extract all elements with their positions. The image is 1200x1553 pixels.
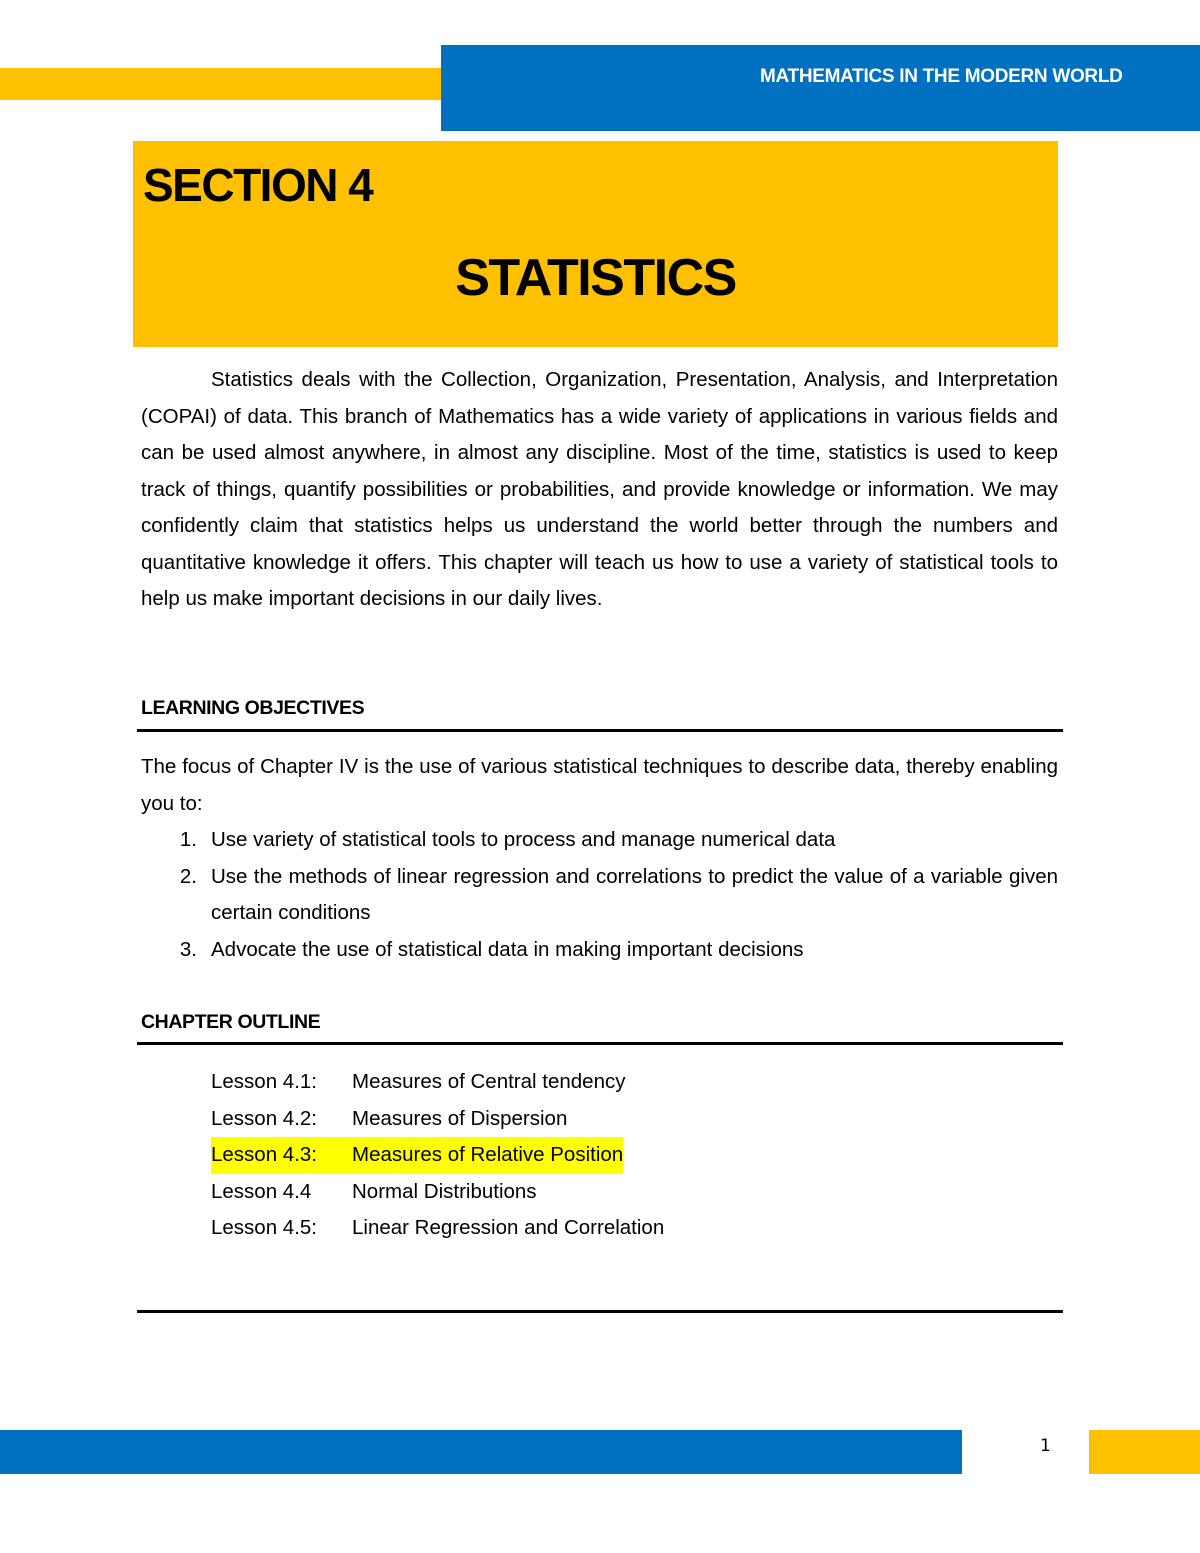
list-item — [141, 932, 1058, 969]
section-title: STATISTICS — [455, 249, 736, 307]
lesson-number: Lesson 4.2: — [211, 1106, 317, 1130]
footer-blue-bar — [0, 1430, 962, 1474]
chapter-outline-heading: CHAPTER OUTLINE — [141, 1011, 321, 1033]
section-number: SECTION 4 — [143, 159, 373, 211]
outline-bottom-rule — [137, 1310, 1063, 1313]
outline-item — [211, 1064, 664, 1101]
list-item-number: 2. — [179, 864, 197, 888]
learning-objectives-lead: The focus of Chapter IV is the use of various statistical techniques to describe data, thereby enabling you to: — [141, 755, 1058, 815]
header-title: MATHEMATICS IN THE MODERN WORLD — [760, 66, 1123, 87]
outline-item — [211, 1210, 664, 1247]
list-item-text: Use variety of statistical tools to process and manage numerical data — [211, 828, 836, 851]
list-item-text: Advocate the use of statistical data in making important decisions — [211, 937, 804, 961]
lesson-number: Lesson 4.1: — [211, 1070, 317, 1093]
outline-item-highlighted — [211, 1137, 664, 1174]
lesson-title: Measures of Relative Position — [352, 1143, 624, 1166]
list-item-number: 1. — [179, 828, 197, 851]
header-yellow-bar — [0, 68, 441, 100]
page-number: 1 — [1040, 1436, 1051, 1456]
outline-item — [211, 1174, 664, 1211]
lesson-number: Lesson 4.5: — [211, 1216, 317, 1239]
lesson-title: Linear Regression and Correlation — [352, 1216, 665, 1239]
list-item — [141, 859, 1058, 932]
list-item-number: 3. — [179, 937, 197, 961]
lesson-title: Normal Distributions — [352, 1179, 537, 1203]
list-item-text: Use the methods of linear regression and correlations to predict the value of a variable given certain conditions — [211, 864, 1058, 924]
header-blue-bar — [441, 45, 1200, 131]
list-item — [141, 822, 1058, 859]
learning-objectives-heading: LEARNING OBJECTIVES — [141, 697, 365, 719]
lesson-number: Lesson 4.4 — [211, 1179, 312, 1203]
chapter-outline-list — [211, 1064, 664, 1247]
chapter-outline-rule — [137, 1042, 1063, 1045]
learning-objectives-rule — [137, 729, 1063, 732]
footer-yellow-bar — [1089, 1430, 1200, 1474]
lesson-title: Measures of Dispersion — [352, 1106, 568, 1130]
outline-item — [211, 1101, 664, 1138]
lesson-title: Measures of Central tendency — [352, 1070, 626, 1093]
objectives-list — [141, 822, 1058, 968]
intro-paragraph: Statistics deals with the Collection, Organization, Presentation, Analysis, and Interpretation (COPAI) of data. This branch of Mathematics has a wide variety of applications in various fields and can be used almost anywhere, in almost any discipline. Most of the time, statistics is used to keep track of things, quantify possibilities or probabilities, and provide knowledge or information. We may confidently claim that statistics helps us understand the world better through the numbers and quantitative knowledge it offers. This chapter will teach us how to use a variety of statistical tools to help us make important decisions in our daily lives. — [141, 368, 1058, 610]
text-highlight — [211, 1137, 623, 1174]
lesson-number: Lesson 4.3: — [211, 1143, 317, 1166]
